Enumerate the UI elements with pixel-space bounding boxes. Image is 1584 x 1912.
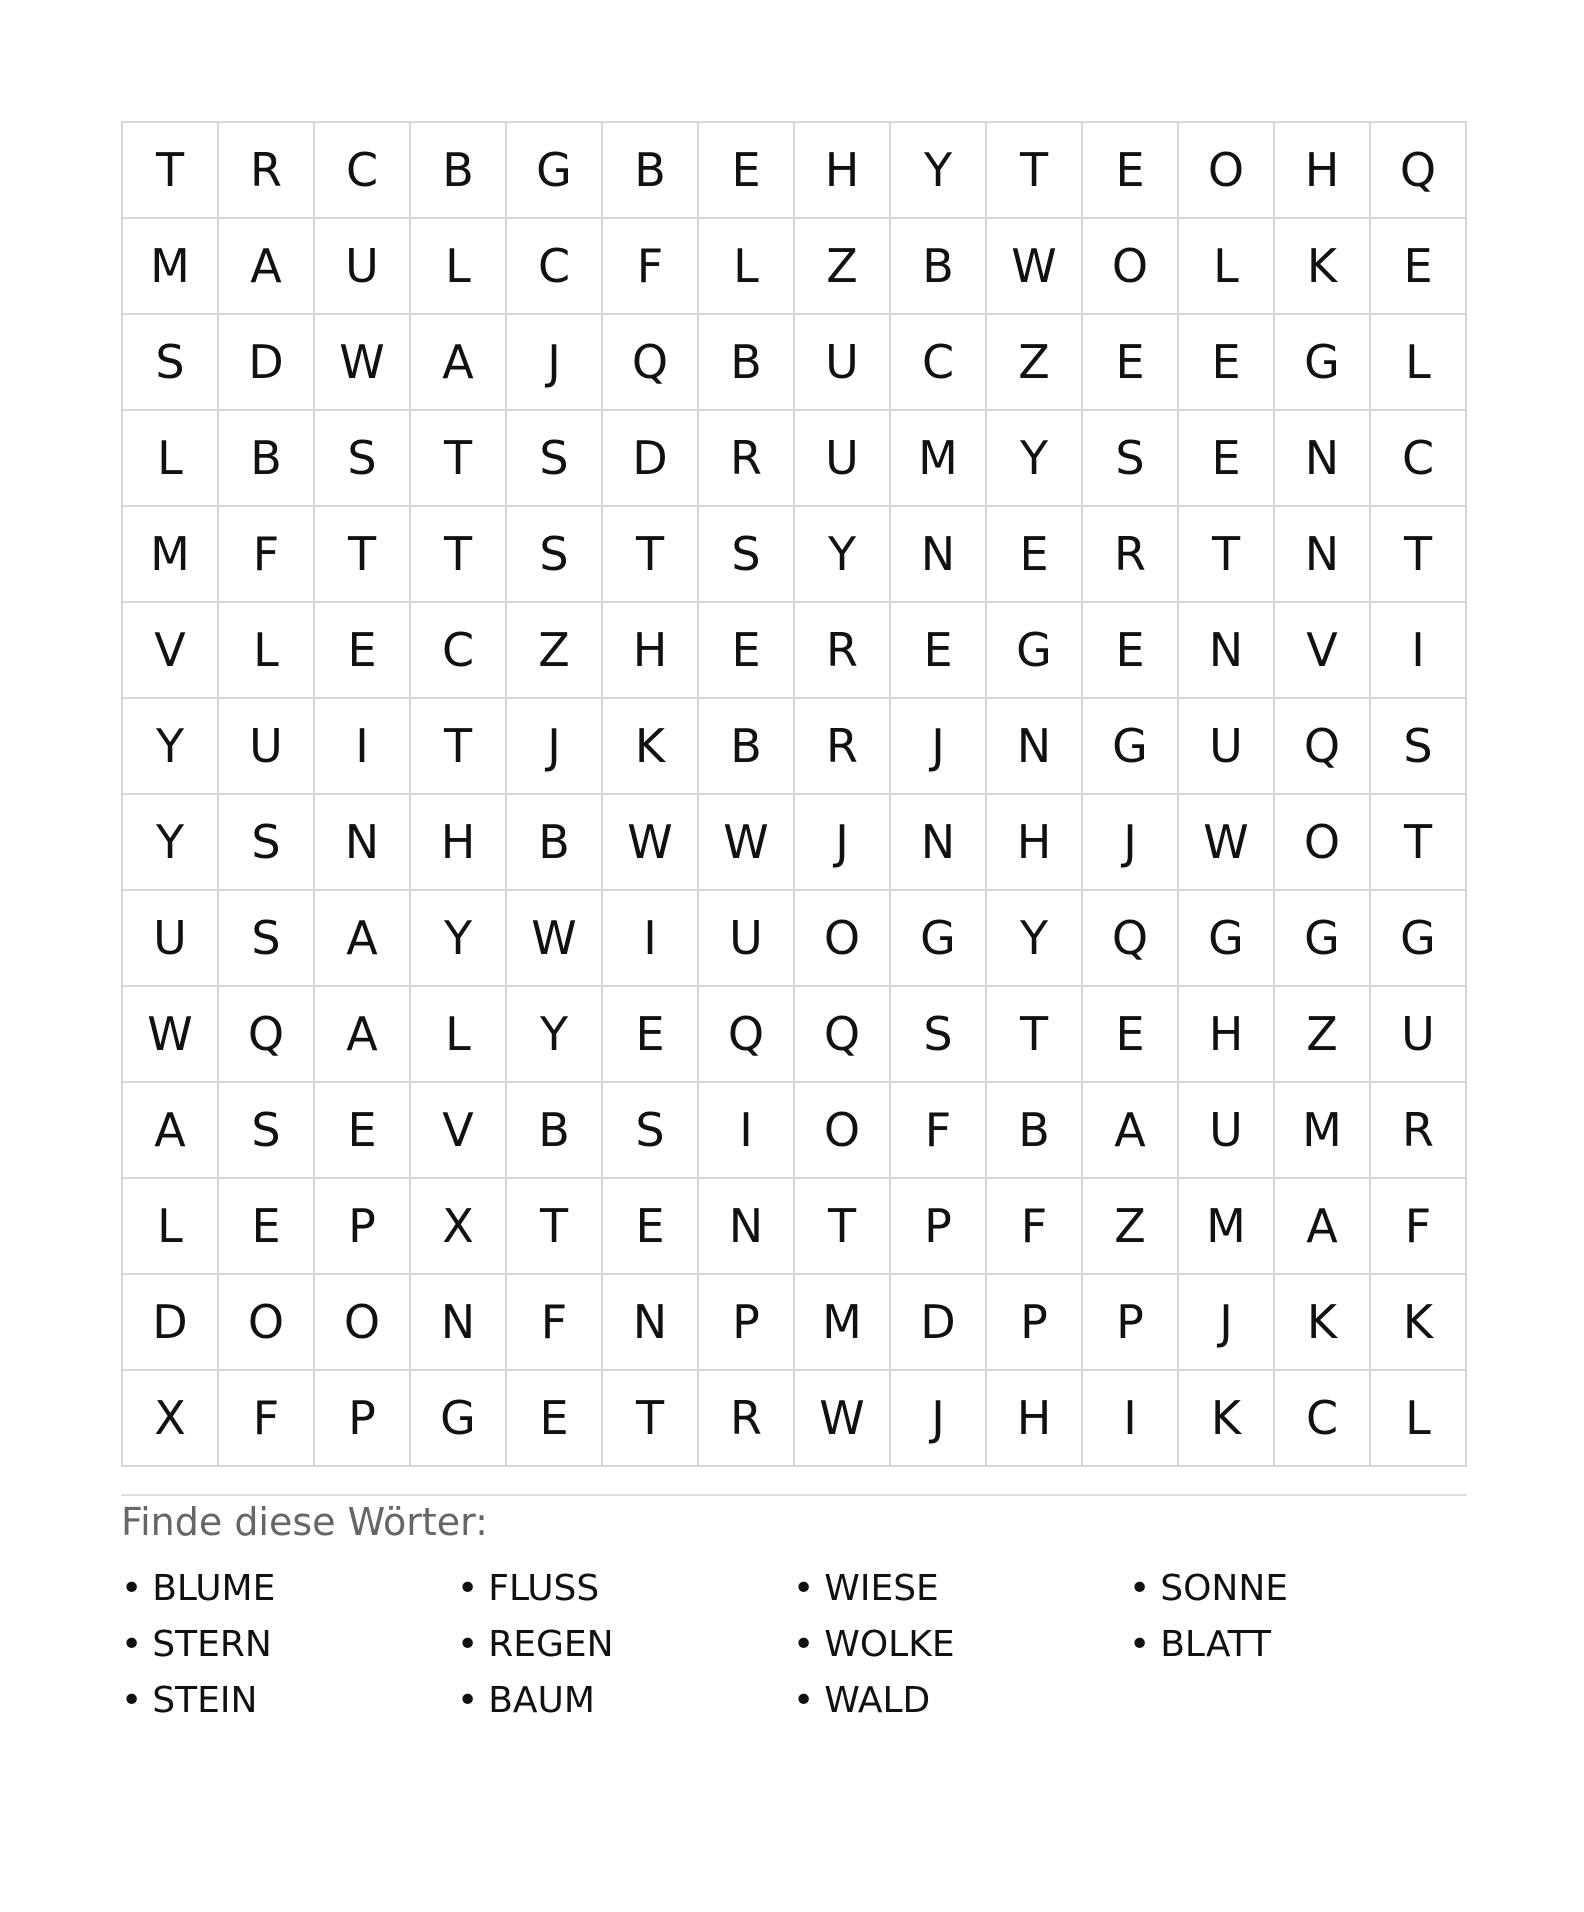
grid-cell[interactable]: G xyxy=(1083,699,1179,795)
grid-cell[interactable]: W xyxy=(315,315,411,411)
grid-cell[interactable]: W xyxy=(507,891,603,987)
grid-cell[interactable]: K xyxy=(1275,219,1371,315)
grid-cell[interactable]: F xyxy=(603,219,699,315)
grid-cell[interactable]: G xyxy=(1179,891,1275,987)
grid-cell[interactable]: T xyxy=(1179,507,1275,603)
grid-cell[interactable]: E xyxy=(603,987,699,1083)
grid-cell[interactable]: C xyxy=(891,315,987,411)
grid-cell[interactable]: V xyxy=(411,1083,507,1179)
word-item xyxy=(121,1616,457,1672)
word-list xyxy=(121,1560,1467,1728)
grid-cell[interactable]: Z xyxy=(1275,987,1371,1083)
grid-cell[interactable]: S xyxy=(603,1083,699,1179)
grid-cell[interactable]: S xyxy=(699,507,795,603)
grid-cell[interactable]: E xyxy=(315,603,411,699)
grid-cell[interactable]: R xyxy=(795,699,891,795)
grid-cell[interactable]: B xyxy=(699,315,795,411)
grid-cell[interactable]: Q xyxy=(1083,891,1179,987)
word-item xyxy=(457,1616,793,1672)
divider xyxy=(121,1494,1467,1496)
word-label: BLUME xyxy=(152,1567,276,1609)
grid-cell[interactable]: H xyxy=(1179,987,1275,1083)
grid-cell[interactable]: Y xyxy=(795,507,891,603)
word-item xyxy=(1129,1616,1465,1672)
grid-cell[interactable]: E xyxy=(1083,987,1179,1083)
grid-cell[interactable]: N xyxy=(1179,603,1275,699)
grid-cell[interactable]: E xyxy=(699,603,795,699)
grid-cell[interactable]: K xyxy=(603,699,699,795)
word-list-title: Finde diese Wörter: xyxy=(121,1500,488,1544)
grid-cell[interactable]: X xyxy=(123,1371,219,1467)
grid-cell[interactable]: N xyxy=(987,699,1083,795)
grid-cell[interactable]: P xyxy=(987,1275,1083,1371)
grid-cell[interactable]: E xyxy=(219,1179,315,1275)
grid-cell[interactable]: E xyxy=(987,507,1083,603)
grid-cell[interactable]: R xyxy=(1371,1083,1467,1179)
word-label: WOLKE xyxy=(824,1623,955,1665)
grid-cell[interactable]: R xyxy=(699,1371,795,1467)
bullet-icon: • xyxy=(1129,1623,1151,1665)
grid-cell[interactable]: A xyxy=(315,891,411,987)
grid-cell[interactable]: G xyxy=(411,1371,507,1467)
grid-cell[interactable]: F xyxy=(1371,1179,1467,1275)
letter-grid xyxy=(121,121,1467,1467)
bullet-icon: • xyxy=(1129,1567,1151,1609)
grid-cell[interactable]: N xyxy=(699,1179,795,1275)
grid-cell[interactable]: E xyxy=(1371,219,1467,315)
grid-cell[interactable]: T xyxy=(315,507,411,603)
grid-cell[interactable]: F xyxy=(219,507,315,603)
grid-cell[interactable]: N xyxy=(1275,507,1371,603)
word-label: WIESE xyxy=(824,1567,939,1609)
grid-cell[interactable]: E xyxy=(1083,123,1179,219)
word-label: REGEN xyxy=(488,1623,614,1665)
grid-cell[interactable]: U xyxy=(123,891,219,987)
grid-cell[interactable]: T xyxy=(411,699,507,795)
grid-cell[interactable]: B xyxy=(411,123,507,219)
grid-cell[interactable]: T xyxy=(411,507,507,603)
grid-cell[interactable]: D xyxy=(123,1275,219,1371)
grid-cell[interactable]: R xyxy=(699,411,795,507)
grid-cell[interactable]: P xyxy=(315,1179,411,1275)
word-item xyxy=(121,1672,457,1728)
bullet-icon: • xyxy=(793,1679,815,1721)
grid-cell[interactable]: Y xyxy=(411,891,507,987)
grid-cell[interactable]: N xyxy=(411,1275,507,1371)
grid-cell[interactable]: V xyxy=(123,603,219,699)
grid-cell[interactable]: E xyxy=(603,1179,699,1275)
grid-cell[interactable]: C xyxy=(315,123,411,219)
grid-cell[interactable]: U xyxy=(795,411,891,507)
grid-cell[interactable]: Z xyxy=(795,219,891,315)
grid-cell[interactable]: N xyxy=(891,795,987,891)
grid-cell[interactable]: N xyxy=(315,795,411,891)
grid-cell[interactable]: O xyxy=(1083,219,1179,315)
grid-cell[interactable]: S xyxy=(507,411,603,507)
grid-cell[interactable]: N xyxy=(891,507,987,603)
grid-cell[interactable]: C xyxy=(1371,411,1467,507)
grid-cell[interactable]: J xyxy=(891,1371,987,1467)
grid-cell[interactable]: Q xyxy=(1275,699,1371,795)
grid-cell[interactable]: Y xyxy=(987,411,1083,507)
bullet-icon: • xyxy=(121,1567,143,1609)
grid-cell[interactable]: U xyxy=(1179,699,1275,795)
bullet-icon: • xyxy=(793,1567,815,1609)
grid-cell[interactable]: B xyxy=(219,411,315,507)
grid-cell[interactable]: H xyxy=(795,123,891,219)
grid-cell[interactable]: W xyxy=(603,795,699,891)
word-item xyxy=(457,1560,793,1616)
grid-cell[interactable]: H xyxy=(603,603,699,699)
grid-cell[interactable]: I xyxy=(603,891,699,987)
grid-cell[interactable]: E xyxy=(315,1083,411,1179)
grid-cell[interactable]: T xyxy=(123,123,219,219)
grid-cell[interactable]: Q xyxy=(603,315,699,411)
grid-cell[interactable]: B xyxy=(987,1083,1083,1179)
grid-cell[interactable]: F xyxy=(219,1371,315,1467)
grid-cell[interactable]: A xyxy=(1275,1179,1371,1275)
grid-cell[interactable]: S xyxy=(891,987,987,1083)
grid-cell[interactable]: G xyxy=(1371,891,1467,987)
word-label: STEIN xyxy=(152,1679,258,1721)
grid-cell[interactable]: K xyxy=(1371,1275,1467,1371)
grid-cell[interactable]: T xyxy=(987,987,1083,1083)
grid-cell[interactable]: Q xyxy=(795,987,891,1083)
grid-cell[interactable]: P xyxy=(1083,1275,1179,1371)
grid-cell[interactable]: C xyxy=(411,603,507,699)
grid-cell[interactable]: W xyxy=(795,1371,891,1467)
grid-cell[interactable]: L xyxy=(123,1179,219,1275)
grid-cell[interactable]: S xyxy=(1371,699,1467,795)
grid-cell[interactable]: S xyxy=(123,315,219,411)
word-label: WALD xyxy=(824,1679,931,1721)
grid-cell[interactable]: I xyxy=(1371,603,1467,699)
grid-cell[interactable]: L xyxy=(699,219,795,315)
grid-cell[interactable]: E xyxy=(1179,315,1275,411)
grid-cell[interactable]: U xyxy=(219,699,315,795)
grid-cell[interactable]: A xyxy=(315,987,411,1083)
grid-cell[interactable]: S xyxy=(315,411,411,507)
grid-cell[interactable]: Q xyxy=(699,987,795,1083)
grid-cell[interactable]: B xyxy=(891,219,987,315)
grid-cell[interactable]: B xyxy=(603,123,699,219)
grid-cell[interactable]: G xyxy=(507,123,603,219)
grid-cell[interactable]: L xyxy=(411,219,507,315)
word-item xyxy=(457,1672,793,1728)
grid-cell[interactable]: Y xyxy=(987,891,1083,987)
grid-cell[interactable]: O xyxy=(219,1275,315,1371)
grid-cell[interactable]: Y xyxy=(123,699,219,795)
grid-cell[interactable]: H xyxy=(411,795,507,891)
grid-cell[interactable]: U xyxy=(1179,1083,1275,1179)
bullet-icon: • xyxy=(457,1623,479,1665)
grid-cell[interactable]: L xyxy=(123,411,219,507)
word-item xyxy=(793,1560,1129,1616)
word-label: BLATT xyxy=(1160,1623,1271,1665)
grid-cell[interactable]: O xyxy=(1275,795,1371,891)
grid-cell[interactable]: Z xyxy=(987,315,1083,411)
grid-cell[interactable]: G xyxy=(1275,315,1371,411)
grid-cell[interactable]: C xyxy=(1275,1371,1371,1467)
grid-cell[interactable]: E xyxy=(891,603,987,699)
grid-cell[interactable]: L xyxy=(219,603,315,699)
grid-cell[interactable]: Z xyxy=(507,603,603,699)
grid-cell[interactable]: Y xyxy=(123,795,219,891)
grid-cell[interactable]: E xyxy=(699,123,795,219)
grid-cell[interactable]: X xyxy=(411,1179,507,1275)
word-label: FLUSS xyxy=(488,1567,600,1609)
grid-cell[interactable]: W xyxy=(123,987,219,1083)
grid-cell[interactable]: E xyxy=(1083,603,1179,699)
word-label: STERN xyxy=(152,1623,272,1665)
grid-cell[interactable]: S xyxy=(1083,411,1179,507)
grid-cell[interactable]: B xyxy=(699,699,795,795)
grid-cell[interactable]: F xyxy=(507,1275,603,1371)
grid-cell[interactable]: B xyxy=(507,1083,603,1179)
grid-cell[interactable]: Y xyxy=(891,123,987,219)
bullet-icon: • xyxy=(793,1623,815,1665)
grid-cell[interactable]: E xyxy=(1179,411,1275,507)
grid-cell[interactable]: H xyxy=(987,1371,1083,1467)
grid-cell[interactable]: I xyxy=(699,1083,795,1179)
grid-cell[interactable]: L xyxy=(1371,1371,1467,1467)
grid-cell[interactable]: W xyxy=(1179,795,1275,891)
grid-cell[interactable]: M xyxy=(795,1275,891,1371)
grid-cell[interactable]: T xyxy=(411,411,507,507)
bullet-icon: • xyxy=(457,1567,479,1609)
word-item xyxy=(121,1560,457,1616)
grid-cell[interactable]: I xyxy=(1083,1371,1179,1467)
grid-cell[interactable]: T xyxy=(987,123,1083,219)
grid-cell[interactable]: Q xyxy=(1371,123,1467,219)
grid-cell[interactable]: U xyxy=(1371,987,1467,1083)
grid-cell[interactable]: C xyxy=(507,219,603,315)
grid-cell[interactable]: S xyxy=(219,795,315,891)
grid-cell[interactable]: F xyxy=(891,1083,987,1179)
grid-cell[interactable]: O xyxy=(1179,123,1275,219)
grid-cell[interactable]: P xyxy=(891,1179,987,1275)
word-item xyxy=(793,1616,1129,1672)
grid-cell[interactable]: A xyxy=(219,219,315,315)
grid-cell[interactable]: A xyxy=(411,315,507,411)
grid-cell[interactable]: O xyxy=(795,1083,891,1179)
grid-cell[interactable]: H xyxy=(987,795,1083,891)
bullet-icon: • xyxy=(457,1679,479,1721)
grid-cell[interactable]: T xyxy=(603,507,699,603)
grid-cell[interactable]: J xyxy=(795,795,891,891)
grid-cell[interactable]: S xyxy=(219,891,315,987)
grid-cell[interactable]: J xyxy=(507,699,603,795)
grid-cell[interactable]: M xyxy=(1275,1083,1371,1179)
word-item xyxy=(1129,1560,1465,1616)
grid-cell[interactable]: Y xyxy=(507,987,603,1083)
grid-cell[interactable]: P xyxy=(315,1371,411,1467)
grid-cell[interactable]: G xyxy=(891,891,987,987)
grid-cell[interactable]: T xyxy=(1371,795,1467,891)
grid-cell[interactable]: R xyxy=(795,603,891,699)
bullet-icon: • xyxy=(121,1623,143,1665)
grid-cell[interactable]: R xyxy=(219,123,315,219)
bullet-icon: • xyxy=(121,1679,143,1721)
word-label: SONNE xyxy=(1160,1567,1289,1609)
word-label: BAUM xyxy=(488,1679,595,1721)
grid-cell[interactable]: E xyxy=(1083,315,1179,411)
grid-cell[interactable]: J xyxy=(1179,1275,1275,1371)
word-item xyxy=(793,1672,1129,1728)
grid-cell[interactable]: L xyxy=(1179,219,1275,315)
grid-cell[interactable]: U xyxy=(699,891,795,987)
grid-cell[interactable]: S xyxy=(219,1083,315,1179)
grid-cell[interactable]: N xyxy=(1275,411,1371,507)
grid-cell[interactable]: D xyxy=(891,1275,987,1371)
grid-cell[interactable]: W xyxy=(699,795,795,891)
grid-cell[interactable]: N xyxy=(603,1275,699,1371)
grid-cell[interactable]: J xyxy=(507,315,603,411)
grid-cell[interactable]: R xyxy=(1083,507,1179,603)
grid-cell[interactable]: O xyxy=(315,1275,411,1371)
grid-cell[interactable]: E xyxy=(507,1371,603,1467)
grid-cell[interactable]: F xyxy=(987,1179,1083,1275)
grid-cell[interactable]: I xyxy=(315,699,411,795)
grid-cell[interactable]: K xyxy=(1179,1371,1275,1467)
grid-cell[interactable]: G xyxy=(987,603,1083,699)
grid-cell[interactable]: A xyxy=(1083,1083,1179,1179)
grid-cell[interactable]: W xyxy=(987,219,1083,315)
grid-cell[interactable]: T xyxy=(795,1179,891,1275)
grid-cell[interactable]: D xyxy=(219,315,315,411)
grid-cell[interactable]: P xyxy=(699,1275,795,1371)
grid-cell[interactable]: M xyxy=(123,219,219,315)
grid-cell[interactable]: Z xyxy=(1083,1179,1179,1275)
grid-cell[interactable]: L xyxy=(411,987,507,1083)
grid-cell[interactable]: H xyxy=(1275,123,1371,219)
grid-cell[interactable]: M xyxy=(1179,1179,1275,1275)
grid-cell[interactable]: M xyxy=(891,411,987,507)
grid-cell[interactable]: K xyxy=(1275,1275,1371,1371)
grid-cell[interactable]: T xyxy=(507,1179,603,1275)
grid-cell[interactable]: U xyxy=(795,315,891,411)
grid-cell[interactable]: B xyxy=(507,795,603,891)
grid-cell[interactable]: G xyxy=(1275,891,1371,987)
grid-cell[interactable]: L xyxy=(1371,315,1467,411)
grid-cell[interactable]: M xyxy=(123,507,219,603)
grid-cell[interactable]: S xyxy=(507,507,603,603)
grid-cell[interactable]: U xyxy=(315,219,411,315)
grid-cell[interactable]: A xyxy=(123,1083,219,1179)
grid-cell[interactable]: O xyxy=(795,891,891,987)
grid-cell[interactable]: Q xyxy=(219,987,315,1083)
grid-cell[interactable]: T xyxy=(603,1371,699,1467)
grid-cell[interactable]: V xyxy=(1275,603,1371,699)
grid-cell[interactable]: D xyxy=(603,411,699,507)
grid-cell[interactable]: J xyxy=(891,699,987,795)
grid-cell[interactable]: T xyxy=(1371,507,1467,603)
grid-cell[interactable]: J xyxy=(1083,795,1179,891)
